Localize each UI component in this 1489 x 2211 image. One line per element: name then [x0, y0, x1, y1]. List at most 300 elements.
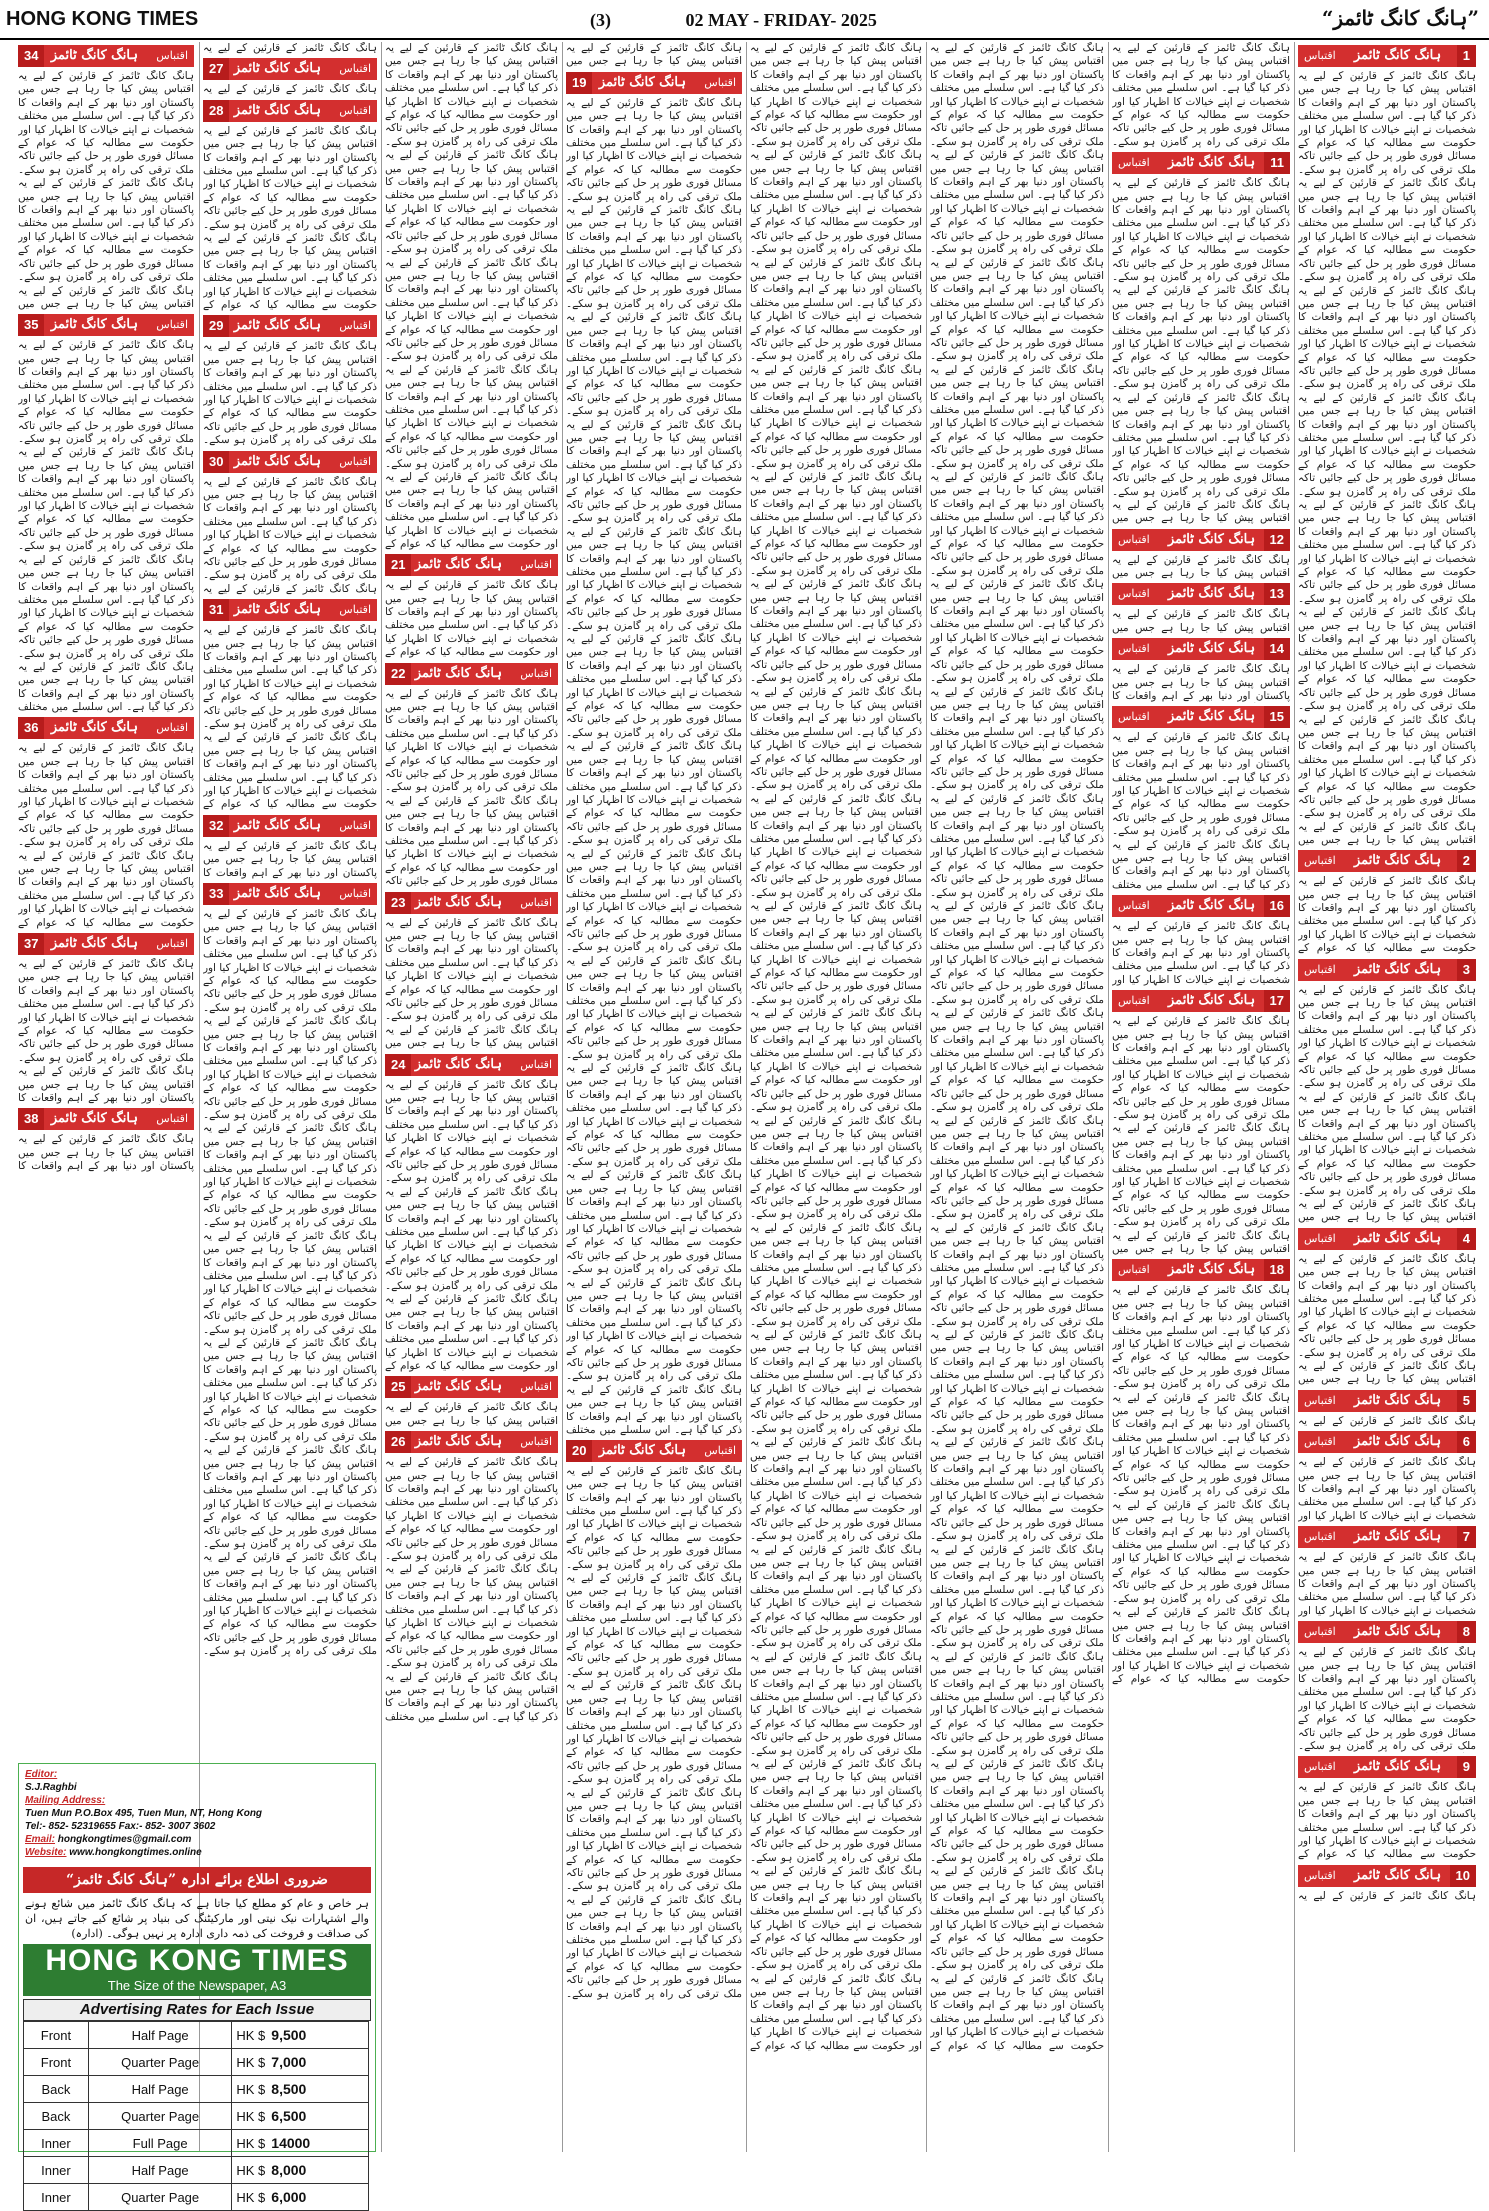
article-section — [385, 42, 558, 551]
section-number: 11 — [1264, 152, 1290, 174]
article-section — [1298, 1621, 1476, 1753]
column-5 — [566, 42, 742, 2152]
section-brand: ہانگ کانگ ٹائمز — [233, 318, 321, 334]
article-text: ہانگ کانگ ٹائمز کے قارئین کے لیے یہ اقتباس پیش کیا جا رہا ہے جس میں پاکستان اور دنیا بھر کے اہم واقعات کا ذکر کیا گیا ہے۔ اس سلسلے میں مختلف شخصیات نے اپنے خیالات کا اظہار کیا اور — [1298, 1551, 1476, 1617]
column-divider — [926, 42, 927, 2152]
section-header — [1298, 1390, 1476, 1412]
article-section — [566, 1440, 742, 2001]
section-tag: اقتباس — [1118, 899, 1150, 913]
article-text: ہانگ کانگ ٹائمز کے قارئین کے لیے یہ اقتباس پیش کیا جا رہا ہے جس میں پاکستان اور دنیا بھر کے اہم واقعات کا ذکر کیا گیا ہے۔ اس سلسلے میں مختلف شخصیات نے اپنے خیالات کا اظہار کیا اور حکومت سے مطالبہ کیا کہ عوام کے مسائل فوری طور پر حل کیے جائیں تاکہ ملک ترقی کی راہ پر گامزن ہو سکے۔ ہانگ کانگ ٹائمز کے قارئین کے لیے یہ اقتباس پیش کیا جا رہا ہے جس میں پاکستان اور دنیا بھر کے اہم واقعات کا ذکر کیا گیا ہے۔ اس سلسلے میں مختلف شخصیات نے اپنے خیالات کا اظہار کیا اور حکومت سے مطالبہ کیا کہ عوام کے — [203, 624, 377, 811]
section-number: 9 — [1457, 1756, 1476, 1778]
section-number: 16 — [1264, 895, 1290, 917]
rate-size: Half Page — [88, 2157, 232, 2184]
section-number: 25 — [385, 1376, 411, 1398]
masthead-title: HONG KONG TIMES — [6, 8, 199, 30]
rate-amount: 6,000 — [271, 2189, 307, 2205]
section-number: 18 — [1264, 1259, 1290, 1281]
rate-size: Half Page — [88, 2022, 232, 2049]
section-number: 20 — [566, 1440, 592, 1462]
section-number: 5 — [1457, 1390, 1476, 1412]
article-section — [750, 42, 922, 2052]
article-section — [385, 892, 558, 1051]
brand-subtitle: The Size of the Newspaper, A3 — [107, 1978, 287, 1993]
article-text: ہانگ کانگ ٹائمز کے قارئین کے لیے یہ — [1298, 1414, 1476, 1427]
rate-row — [24, 2157, 369, 2184]
section-number: 27 — [203, 58, 229, 80]
section-tag: اقتباس — [520, 666, 552, 680]
rates-title: Advertising Rates for Each Issue — [23, 1999, 371, 2021]
article-section — [385, 1431, 558, 1724]
rates-table — [23, 2021, 369, 2211]
section-brand: ہانگ کانگ ٹائمز — [233, 102, 321, 118]
rate-placement: Back — [24, 2103, 89, 2130]
section-header — [203, 883, 377, 905]
article-section — [203, 42, 377, 55]
article-text: ہانگ کانگ ٹائمز کے قارئین کے لیے یہ اقتباس پیش کیا جا رہا ہے جس میں پاکستان اور دنیا بھر کے اہم واقعات کا ذکر کیا گیا ہے۔ اس سلسلے میں مختلف شخصیات نے اپنے خیالات کا اظہار کیا اور حکومت سے مطالبہ کیا کہ عوام کے مسائل فوری طور پر حل کیے جائیں تاکہ ملک ترقی کی راہ پر گامزن ہو سکے۔ ہانگ کانگ ٹائمز کے قارئین کے لیے یہ اقتباس پیش کیا جا رہا ہے جس میں پاکستان اور دنیا بھر کے اہم واقعات کا ذکر کیا گیا ہے۔ اس سلسلے میں مختلف شخصیات نے اپنے خیالات کا اظہار کیا اور حکومت سے مطالبہ کیا کہ عوام کے مسائل فوری طور پر حل کیے جائیں تاکہ — [385, 687, 558, 888]
section-number: 3 — [1457, 959, 1476, 981]
column-3 — [930, 42, 1104, 2152]
section-tag: اقتباس — [520, 1380, 552, 1394]
section-brand: ہانگ کانگ ٹائمز — [414, 1379, 502, 1395]
section-header — [385, 554, 558, 576]
rate-price-cell — [232, 2049, 369, 2076]
rate-size: Quarter Page — [88, 2049, 232, 2076]
section-number: 10 — [1450, 1865, 1476, 1887]
masthead-rule — [0, 38, 1489, 40]
article-text: ہانگ کانگ ٹائمز کے قارئین کے لیے یہ اقتباس پیش کیا جا رہا ہے جس میں پاکستان اور دنیا بھر کے اہم واقعات کا ذکر کیا گیا ہے۔ اس سلسلے میں مختلف شخصیات نے اپنے خیالات کا اظہار کیا اور حکومت سے مطالبہ کیا کہ عوام کے مسائل فوری طور پر حل کیے جائیں تاکہ ملک ترقی کی راہ پر گامزن ہو سکے۔ ہانگ کانگ ٹائمز کے قارئین کے لیے یہ اقتباس پیش کیا جا رہا ہے جس میں پاکستان اور دنیا بھر کے اہم واقعات کا ذکر کیا گیا ہے۔ اس سلسلے میں مختلف شخصیات نے اپنے خیالات کا اظہار کیا اور حکومت سے مطالبہ کیا کہ عوام کے مسائل فوری طور پر حل کیے جائیں تاکہ ملک ترقی کی راہ پر گامزن ہو سکے۔ ہانگ کانگ ٹائمز کے قارئین کے لیے یہ اقتباس پیش کیا جا رہا ہے جس میں پاکستان اور دنیا بھر کے اہم واقعات کا ذکر کیا گیا ہے۔ اس سلسلے میں مختلف شخصیات نے اپنے خیالات کا اظہار کیا اور حکومت سے مطالبہ کیا کہ عوام کے مسائل فوری طور پر حل کیے جائیں تاکہ ملک ترقی کی راہ پر گامزن ہو سکے۔ ہانگ کانگ ٹائمز کے قارئین کے لیے یہ اقتباس پیش کیا جا رہا ہے جس میں — [1112, 177, 1290, 525]
website-link[interactable]: www.hongkongtimes.online — [69, 1847, 202, 1858]
section-header — [18, 717, 194, 739]
section-tag: اقتباس — [1118, 587, 1150, 601]
rate-currency: HK $ — [236, 2109, 266, 2124]
section-number: 26 — [385, 1431, 411, 1453]
rate-price-cell — [232, 2157, 369, 2184]
article-section — [203, 315, 377, 447]
section-number: 6 — [1457, 1431, 1476, 1453]
section-tag: اقتباس — [156, 721, 188, 735]
masthead — [0, 0, 1489, 40]
article-text: ہانگ کانگ ٹائمز کے قارئین کے لیے یہ اقتباس پیش کیا جا رہا ہے جس میں پاکستان اور دنیا بھر کے اہم واقعات کا ذکر کیا گیا ہے۔ اس سلسلے میں مختلف شخصیات نے اپنے خیالات کا اظہار کیا اور حکومت سے مطالبہ کیا کہ عوام کے مسائل فوری طور پر حل کیے جائیں تاکہ ملک ترقی کی راہ پر گامزن ہو سکے۔ ہانگ کانگ ٹائمز کے قارئین کے لیے یہ اقتباس پیش کیا جا رہا ہے جس میں پاکستان اور دنیا بھر کے اہم واقعات کا ذکر کیا گیا ہے۔ اس سلسلے میں مختلف شخصیات نے اپنے خیالات کا اظہار کیا اور حکومت سے مطالبہ کیا کہ عوام کے — [18, 742, 194, 929]
masthead-urdu-title: ”ہانگ کانگ ٹائمز“ — [1321, 6, 1479, 30]
section-tag: اقتباس — [1304, 854, 1336, 868]
section-tag: اقتباس — [339, 454, 371, 468]
email-link[interactable]: hongkongtimes@gmail.com — [57, 1834, 192, 1845]
article-text: ہانگ کانگ ٹائمز کے قارئین کے لیے یہ اقتباس پیش کیا جا رہا ہے جس میں پاکستان اور دنیا بھر کے اہم واقعات کا ذکر کیا گیا ہے۔ اس سلسلے میں مختلف شخصیات نے اپنے خیالات کا اظہار کیا اور حکومت سے مطالبہ کیا کہ عوام کے مسائل فوری طور پر حل کیے جائیں تاکہ ملک ترقی کی راہ پر گامزن ہو سکے۔ ہانگ کانگ ٹائمز کے قارئین کے لیے یہ اقتباس پیش کیا جا رہا ہے جس میں — [385, 916, 558, 1050]
column-divider — [1294, 42, 1295, 2152]
article-section — [1298, 1526, 1476, 1618]
article-text: ہانگ کانگ ٹائمز کے قارئین کے لیے یہ اقتباس پیش کیا جا رہا ہے جس میں پاکستان اور دنیا بھر کے اہم واقعات کا ذکر کیا گیا ہے۔ اس سلسلے میں مختلف شخصیات نے اپنے خیالات کا اظہار کیا اور حکومت سے مطالبہ کیا کہ عوام کے مسائل فوری طور پر حل کیے جائیں تاکہ ملک ترقی کی راہ پر گامزن ہو سکے۔ ہانگ کانگ ٹائمز کے قارئین کے لیے یہ اقتباس پیش کیا جا رہا ہے جس میں پاکستان اور دنیا بھر کے اہم واقعات کا ذکر کیا گیا ہے۔ اس سلسلے میں مختلف — [1112, 731, 1290, 891]
section-number: 7 — [1457, 1526, 1476, 1548]
section-header — [1298, 1431, 1476, 1453]
section-brand: ہانگ کانگ ٹائمز — [1354, 1529, 1442, 1545]
article-text: ہانگ کانگ ٹائمز کے قارئین کے لیے یہ اقتباس پیش کیا جا رہا ہے جس میں پاکستان اور دنیا بھر کے اہم واقعات کا ذکر کیا گیا ہے۔ اس سلسلے میں مختلف شخصیات نے اپنے خیالات کا اظہار کیا اور حکومت سے مطالبہ کیا کہ عوام کے مسائل فوری طور پر حل کیے جائیں تاکہ ملک ترقی کی راہ پر گامزن ہو سکے۔ ہانگ کانگ ٹائمز کے قارئین کے لیے یہ اقتباس پیش کیا جا رہا ہے جس میں پاکستان اور دنیا بھر کے اہم واقعات کا ذکر کیا گیا ہے۔ اس سلسلے میں مختلف شخصیات نے اپنے خیالات کا اظہار کیا اور حکومت سے مطالبہ کیا کہ عوام کے مسائل فوری طور پر حل کیے جائیں تاکہ ملک ترقی کی راہ پر گامزن ہو سکے۔ ہانگ کانگ ٹائمز کے قارئین کے لیے یہ اقتباس پیش کیا جا رہا ہے جس میں پاکستان اور دنیا بھر کے اہم واقعات کا ذکر کیا گیا ہے۔ اس سلسلے میں مختلف شخصیات نے اپنے خیالات کا اظہار کیا اور حکومت سے مطالبہ کیا کہ عوام کے مسائل فوری طور پر حل کیے جائیں تاکہ ملک ترقی کی راہ پر گامزن ہو سکے۔ ہانگ کانگ ٹائمز کے قارئین کے لیے یہ اقتباس پیش کیا جا رہا ہے جس میں پاکستان اور دنیا بھر کے اہم واقعات کا ذکر کیا گیا ہے۔ اس سلسلے میں مختلف — [18, 339, 194, 714]
section-tag: اقتباس — [1304, 1393, 1336, 1407]
section-tag: اقتباس — [520, 895, 552, 909]
rate-price-cell — [232, 2130, 369, 2157]
section-header — [1298, 850, 1476, 872]
editor-name: S.J.Raghbi — [25, 1782, 77, 1793]
section-tag: اقتباس — [1304, 1868, 1336, 1882]
section-tag: اقتباس — [1304, 1530, 1336, 1544]
article-section — [1298, 1431, 1476, 1523]
section-brand: ہانگ کانگ ٹائمز — [414, 665, 502, 681]
section-header — [385, 1431, 558, 1453]
article-section — [203, 599, 377, 812]
article-section — [930, 42, 1104, 2052]
section-number: 8 — [1457, 1621, 1476, 1643]
section-number: 1 — [1457, 45, 1476, 67]
section-number: 33 — [203, 883, 229, 905]
section-header — [566, 72, 742, 94]
section-brand: ہانگ کانگ ٹائمز — [598, 1442, 686, 1458]
section-header — [1298, 45, 1476, 67]
section-header — [1112, 990, 1290, 1012]
rate-row — [24, 2130, 369, 2157]
article-text: ہانگ کانگ ٹائمز کے قارئین کے لیے یہ اقتباس پیش کیا جا رہا ہے جس میں — [566, 42, 742, 68]
section-header — [1298, 1865, 1476, 1887]
section-brand: ہانگ کانگ ٹائمز — [1168, 531, 1256, 547]
column-2 — [1112, 42, 1290, 2152]
section-header — [1112, 152, 1290, 174]
rate-size: Full Page — [88, 2130, 232, 2157]
section-tag: اقتباس — [1304, 1435, 1336, 1449]
article-section — [1112, 42, 1290, 149]
section-tag: اقتباس — [1118, 156, 1150, 170]
section-header — [1112, 1259, 1290, 1281]
article-text: ہانگ کانگ ٹائمز کے قارئین کے لیے یہ اقتباس پیش کیا جا رہا ہے جس میں پاکستان اور دنیا بھر کے اہم واقعات کا ذکر کیا گیا ہے۔ اس سلسلے میں مختلف شخصیات نے اپنے خیالات کا اظہار کیا اور حکومت سے مطالبہ کیا کہ عوام کے مسائل فوری طور پر حل کیے جائیں تاکہ ملک ترقی کی راہ پر گامزن ہو سکے۔ ہانگ کانگ ٹائمز کے قارئین کے لیے یہ اقتباس پیش کیا جا رہا ہے جس میں پاکستان اور دنیا بھر کے اہم واقعات کا ذکر کیا گیا ہے۔ اس سلسلے میں مختلف شخصیات نے اپنے خیالات کا اظہار کیا اور حکومت سے مطالبہ کیا کہ عوام کے مسائل فوری طور پر حل کیے جائیں تاکہ ملک ترقی کی راہ پر گامزن ہو سکے۔ ہانگ کانگ ٹائمز کے قارئین کے لیے یہ اقتباس پیش کیا جا رہا ہے جس میں پاکستان اور دنیا بھر کے اہم واقعات کا ذکر کیا گیا ہے۔ اس سلسلے میں مختلف شخصیات نے اپنے خیالات کا اظہار کیا اور حکومت سے مطالبہ کیا کہ عوام کے مسائل فوری طور پر حل کیے جائیں تاکہ ملک ترقی کی راہ پر گامزن ہو سکے۔ ہانگ کانگ ٹائمز کے قارئین کے لیے یہ اقتباس پیش کیا جا رہا ہے جس میں پاکستان اور دنیا بھر کے اہم واقعات کا ذکر کیا گیا ہے۔ اس سلسلے میں مختلف شخصیات نے اپنے خیالات کا اظہار کیا اور حکومت سے مطالبہ کیا کہ عوام کے مسائل فوری طور پر حل کیے جائیں تاکہ ملک ترقی کی راہ پر گامزن ہو سکے۔ ہانگ کانگ ٹائمز کے قارئین کے لیے یہ اقتباس پیش کیا جا رہا ہے جس میں پاکستان اور دنیا بھر کے اہم واقعات کا ذکر کیا گیا ہے۔ اس سلسلے میں مختلف شخصیات نے اپنے خیالات کا اظہار کیا اور حکومت سے مطالبہ کیا کہ عوام کے مسائل فوری طور پر حل کیے جائیں تاکہ ملک ترقی کی راہ پر گامزن ہو سکے۔ ہانگ کانگ ٹائمز کے قارئین کے لیے یہ اقتباس پیش کیا جا رہا ہے جس میں پاکستان اور دنیا بھر کے اہم واقعات کا ذکر کیا گیا ہے۔ اس سلسلے میں مختلف شخصیات نے اپنے خیالات کا اظہار کیا اور حکومت سے مطالبہ کیا کہ عوام کے مسائل فوری طور پر حل کیے جائیں تاکہ ملک ترقی کی راہ پر گامزن ہو سکے۔ ہانگ کانگ ٹائمز کے قارئین کے لیے یہ اقتباس پیش کیا جا رہا ہے جس میں پاکستان اور دنیا بھر کے اہم واقعات کا ذکر کیا گیا ہے۔ اس سلسلے میں مختلف شخصیات نے اپنے خیالات کا اظہار کیا اور حکومت سے مطالبہ کیا کہ عوام کے مسائل فوری طور پر حل کیے جائیں تاکہ ملک ترقی کی راہ پر گامزن ہو سکے۔ ہانگ کانگ ٹائمز کے قارئین کے لیے یہ اقتباس پیش کیا جا رہا ہے جس میں — [1298, 70, 1476, 847]
article-text: ہانگ کانگ ٹائمز کے قارئین کے لیے یہ اقتباس پیش کیا جا رہا ہے جس میں — [385, 1401, 558, 1427]
email-label: Email: — [25, 1834, 56, 1845]
section-brand: ہانگ کانگ ٹائمز — [414, 1434, 502, 1450]
article-section — [385, 663, 558, 889]
section-tag: اقتباس — [1304, 1625, 1336, 1639]
rate-currency: HK $ — [236, 2163, 266, 2178]
notice-text: ہر خاص و عام کو مطلع کیا جاتا ہے کہ ہانگ کانگ ٹائمز میں شائع ہونے والے اشتہارات نیک نیتی اور مارکیٹنگ کی بنیاد پر شائع کیے جاتے ہیں، ان کی صداقت و فروخت کی ذمہ داری ادارہ پر نہیں ہوگی۔ (ادارہ) — [25, 1897, 369, 1940]
section-brand: ہانگ کانگ ٹائمز — [233, 453, 321, 469]
section-header — [1298, 1526, 1476, 1548]
article-section — [1298, 1390, 1476, 1428]
section-brand: ہانگ کانگ ٹائمز — [414, 1056, 502, 1072]
article-text: ہانگ کانگ ٹائمز کے قارئین کے لیے یہ اقتباس پیش کیا جا رہا ہے جس میں پاکستان اور دنیا بھر کے اہم واقعات کا ذکر کیا گیا ہے۔ اس سلسلے میں مختلف شخصیات نے اپنے خیالات کا اظہار کیا اور حکومت سے مطالبہ کیا کہ عوام کے مسائل فوری طور پر حل کیے جائیں تاکہ ملک ترقی کی راہ پر گامزن ہو سکے۔ ہانگ کانگ ٹائمز کے قارئین کے لیے یہ اقتباس پیش کیا جا رہا ہے جس میں پاکستان اور دنیا بھر کے اہم واقعات کا ذکر کیا گیا ہے۔ اس سلسلے میں مختلف شخصیات نے اپنے خیالات کا اظہار کیا اور حکومت سے مطالبہ کیا کہ عوام کے مسائل فوری طور پر حل کیے جائیں تاکہ ملک ترقی کی راہ پر گامزن ہو سکے۔ ہانگ کانگ ٹائمز کے قارئین کے لیے یہ اقتباس پیش کیا جا رہا ہے جس میں پاکستان اور دنیا بھر کے اہم واقعات کا ذکر کیا گیا ہے۔ اس سلسلے میں مختلف شخصیات نے اپنے خیالات کا اظہار کیا اور حکومت سے مطالبہ کیا کہ عوام کے مسائل فوری طور پر حل کیے جائیں تاکہ ملک ترقی کی راہ پر گامزن ہو سکے۔ ہانگ کانگ ٹائمز کے قارئین کے لیے یہ اقتباس پیش کیا جا رہا ہے جس میں پاکستان اور دنیا بھر کے اہم واقعات کا ذکر کیا گیا ہے۔ اس سلسلے میں مختلف شخصیات نے اپنے خیالات کا اظہار کیا اور حکومت سے مطالبہ کیا کہ عوام کے مسائل فوری طور پر حل کیے جائیں تاکہ ملک ترقی کی راہ پر گامزن ہو سکے۔ ہانگ کانگ ٹائمز کے قارئین کے لیے یہ اقتباس پیش کیا جا رہا ہے جس میں پاکستان اور دنیا بھر کے اہم واقعات کا ذکر کیا گیا ہے۔ اس سلسلے میں مختلف شخصیات نے اپنے خیالات کا اظہار کیا اور حکومت سے مطالبہ کیا کہ عوام کے مسائل فوری طور پر حل کیے جائیں تاکہ ملک ترقی کی راہ پر گامزن ہو سکے۔ ہانگ کانگ ٹائمز کے قارئین کے لیے یہ اقتباس پیش کیا جا رہا ہے جس میں پاکستان اور دنیا بھر کے اہم واقعات کا ذکر کیا گیا ہے۔ اس سلسلے میں مختلف شخصیات نے اپنے خیالات کا اظہار کیا اور حکومت سے مطالبہ کیا کہ عوام کے مسائل فوری طور پر حل کیے جائیں تاکہ ملک ترقی کی راہ پر گامزن ہو سکے۔ ہانگ کانگ ٹائمز کے قارئین کے لیے یہ اقتباس پیش کیا جا رہا ہے جس میں پاکستان اور دنیا بھر کے اہم واقعات کا ذکر کیا گیا ہے۔ اس سلسلے میں مختلف شخصیات نے اپنے خیالات کا اظہار کیا اور حکومت سے مطالبہ کیا کہ عوام کے مسائل فوری طور پر حل کیے جائیں تاکہ ملک ترقی کی راہ پر گامزن ہو سکے۔ — [203, 907, 377, 1658]
article-text: ہانگ کانگ ٹائمز کے قارئین کے لیے یہ — [203, 42, 377, 54]
article-text: ہانگ کانگ ٹائمز کے قارئین کے لیے یہ اقتباس پیش کیا جا رہا ہے جس میں پاکستان اور دنیا بھر کے اہم واقعات کا ذکر کیا گیا ہے۔ اس سلسلے میں مختلف شخصیات نے اپنے خیالات کا اظہار کیا اور حکومت سے مطالبہ کیا کہ عوام کے مسائل فوری طور پر حل کیے جائیں تاکہ ملک ترقی کی راہ پر گامزن ہو سکے۔ ہانگ کانگ ٹائمز کے قارئین کے لیے یہ اقتباس پیش کیا جا رہا ہے جس میں پاکستان اور دنیا بھر کے اہم واقعات کا ذکر کیا گیا ہے۔ اس سلسلے میں مختلف شخصیات نے اپنے خیالات کا اظہار کیا اور حکومت سے مطالبہ کیا کہ عوام کے مسائل فوری طور پر حل کیے جائیں تاکہ ملک ترقی کی راہ پر گامزن ہو سکے۔ ہانگ کانگ ٹائمز کے قارئین کے لیے یہ اقتباس پیش کیا جا رہا ہے جس میں — [18, 70, 194, 310]
section-brand: ہانگ کانگ ٹائمز — [1354, 853, 1442, 869]
article-text: ہانگ کانگ ٹائمز کے قارئین کے لیے یہ اقتباس پیش کیا جا رہا ہے جس میں — [1112, 608, 1290, 634]
article-section — [203, 100, 377, 313]
section-number: 29 — [203, 315, 229, 337]
section-number: 35 — [18, 314, 44, 336]
section-number: 38 — [18, 1108, 44, 1130]
section-header — [203, 599, 377, 621]
section-brand: ہانگ کانگ ٹائمز — [50, 1111, 138, 1127]
rate-price-cell — [232, 2184, 369, 2211]
section-number: 28 — [203, 100, 229, 122]
section-header — [1298, 1228, 1476, 1250]
section-header — [1298, 1621, 1476, 1643]
article-section — [18, 933, 194, 1105]
section-number: 37 — [18, 933, 44, 955]
section-tag: اقتباس — [1118, 994, 1150, 1008]
article-section — [1298, 1865, 1476, 1903]
section-brand: ہانگ کانگ ٹائمز — [50, 317, 138, 333]
section-header — [385, 1054, 558, 1076]
section-brand: ہانگ کانگ ٹائمز — [233, 602, 321, 618]
section-tag: اقتباس — [520, 558, 552, 572]
article-section — [203, 58, 377, 96]
rate-amount: 7,000 — [271, 2054, 307, 2070]
rate-price-cell — [232, 2022, 369, 2049]
section-number: 13 — [1264, 583, 1290, 605]
article-text: ہانگ کانگ ٹائمز کے قارئین کے لیے یہ اقتباس پیش کیا جا رہا ہے جس میں پاکستان اور دنیا بھر کے اہم واقعات کا — [203, 839, 377, 879]
section-number: 14 — [1264, 638, 1290, 660]
section-brand: ہانگ کانگ ٹائمز — [1354, 1434, 1442, 1450]
rate-amount: 9,500 — [271, 2027, 307, 2043]
section-number: 36 — [18, 717, 44, 739]
section-tag: اقتباس — [339, 603, 371, 617]
article-section — [566, 72, 742, 1437]
column-1 — [1298, 42, 1476, 2152]
section-tag: اقتباس — [1118, 642, 1150, 656]
rate-amount: 14000 — [271, 2135, 311, 2151]
section-number: 30 — [203, 451, 229, 473]
brand-block — [23, 1944, 371, 1996]
section-tag: اقتباس — [1304, 1231, 1336, 1245]
section-tag: اقتباس — [339, 62, 371, 76]
section-brand: ہانگ کانگ ٹائمز — [1354, 48, 1442, 63]
section-tag: اقتباس — [1118, 532, 1150, 546]
section-number: 4 — [1457, 1228, 1476, 1250]
section-tag: اقتباس — [1118, 710, 1150, 724]
section-header — [18, 45, 194, 67]
rate-placement: Inner — [24, 2157, 89, 2184]
article-text: ہانگ کانگ ٹائمز کے قارئین کے لیے یہ اقتباس پیش کیا جا رہا ہے جس میں پاکستان اور دنیا بھر کے اہم واقعات کا ذکر کیا گیا ہے۔ اس سلسلے میں مختلف شخصیات نے اپنے خیالات کا اظہار کیا اور حکومت سے مطالبہ کیا کہ عوام کے مسائل فوری طور پر حل کیے جائیں تاکہ ملک ترقی کی راہ پر گامزن ہو سکے۔ ہانگ کانگ ٹائمز کے قارئین کے لیے یہ اقتباس پیش کیا جا رہا ہے جس میں پاکستان اور دنیا بھر کے اہم واقعات کا ذکر کیا گیا ہے۔ اس سلسلے میں مختلف شخصیات نے اپنے خیالات کا اظہار کیا اور حکومت سے مطالبہ کیا کہ عوام کے مسائل فوری طور پر حل کیے جائیں تاکہ ملک ترقی کی راہ پر گامزن ہو سکے۔ ہانگ کانگ ٹائمز کے قارئین کے لیے یہ اقتباس پیش کیا جا رہا ہے جس میں — [1298, 983, 1476, 1224]
article-section — [385, 1054, 558, 1374]
article-section — [1112, 1259, 1290, 1686]
section-brand: ہانگ کانگ ٹائمز — [50, 935, 138, 951]
article-section — [203, 451, 377, 597]
article-text: ہانگ کانگ ٹائمز کے قارئین کے لیے یہ اقتباس پیش کیا جا رہا ہے جس میں پاکستان اور دنیا بھر کے اہم واقعات کا ذکر کیا گیا ہے۔ اس سلسلے میں مختلف شخصیات نے اپنے خیالات کا اظہار کیا اور حکومت سے مطالبہ کیا کہ عوام کے — [1298, 875, 1476, 955]
masthead-date-line — [590, 10, 877, 31]
section-brand: ہانگ کانگ ٹائمز — [233, 61, 321, 77]
article-text: ہانگ کانگ ٹائمز کے قارئین کے لیے یہ اقتباس پیش کیا جا رہا ہے جس میں پاکستان اور دنیا بھر کے اہم واقعات کا ذکر کیا گیا ہے۔ اس سلسلے میں مختلف شخصیات نے اپنے خیالات کا اظہار کیا اور — [1112, 920, 1290, 986]
section-header — [1112, 895, 1290, 917]
section-tag: اقتباس — [339, 103, 371, 117]
rate-currency: HK $ — [236, 2082, 266, 2097]
section-number: 21 — [385, 554, 411, 576]
mailing-address: Tuen Mun P.O.Box 495, Tuen Mun, NT, Hong Kong — [25, 1808, 263, 1819]
section-number: 22 — [385, 663, 411, 685]
section-number: 23 — [385, 892, 411, 914]
issue-date: 02 MAY - FRIDAY- 2025 — [685, 10, 877, 30]
section-tag: اقتباس — [339, 886, 371, 900]
section-header — [203, 815, 377, 837]
article-section — [203, 883, 377, 1658]
section-header — [1112, 529, 1290, 551]
article-text: ہانگ کانگ ٹائمز کے قارئین کے لیے یہ اقتباس پیش کیا جا رہا ہے جس میں پاکستان اور دنیا بھر کے اہم واقعات کا ذکر کیا گیا ہے۔ اس سلسلے میں مختلف شخصیات نے اپنے خیالات کا اظہار کیا اور حکومت سے مطالبہ کیا کہ عوام کے مسائل فوری طور پر حل کیے جائیں تاکہ ملک ترقی کی راہ پر گامزن ہو سکے۔ ہانگ کانگ ٹائمز کے قارئین کے لیے یہ اقتباس پیش کیا جا رہا ہے جس میں پاکستان اور دنیا بھر کے اہم واقعات کا ذکر کیا گیا ہے۔ اس سلسلے میں مختلف شخصیات نے اپنے خیالات کا اظہار کیا اور حکومت سے مطالبہ کیا کہ عوام کے مسائل فوری طور پر حل کیے جائیں تاکہ ملک ترقی کی راہ پر گامزن ہو سکے۔ ہانگ کانگ ٹائمز کے قارئین کے لیے یہ اقتباس پیش کیا جا رہا ہے جس میں پاکستان اور دنیا بھر کے اہم واقعات کا ذکر کیا گیا ہے۔ اس سلسلے میں مختلف شخصیات نے اپنے خیالات کا اظہار کیا اور حکومت سے مطالبہ کیا کہ عوام کے مسائل فوری طور پر حل کیے جائیں تاکہ ملک ترقی کی راہ پر گامزن ہو سکے۔ ہانگ کانگ ٹائمز کے قارئین کے لیے یہ اقتباس پیش کیا جا رہا ہے جس میں پاکستان اور دنیا بھر کے اہم واقعات کا ذکر کیا گیا ہے۔ اس سلسلے میں مختلف شخصیات نے اپنے خیالات کا اظہار کیا اور حکومت سے مطالبہ کیا کہ عوام کے مسائل فوری طور پر حل کیے جائیں تاکہ ملک ترقی کی راہ پر گامزن ہو سکے۔ ہانگ کانگ ٹائمز کے قارئین کے لیے یہ اقتباس پیش کیا جا رہا ہے جس میں پاکستان اور دنیا بھر کے اہم واقعات کا ذکر کیا گیا ہے۔ اس سلسلے میں مختلف شخصیات نے اپنے خیالات کا اظہار کیا اور حکومت سے مطالبہ کیا کہ عوام کے مسائل فوری طور پر حل کیے جائیں تاکہ ملک ترقی کی راہ پر گامزن ہو سکے۔ ہانگ کانگ ٹائمز کے قارئین کے لیے یہ اقتباس پیش کیا جا رہا ہے جس میں پاکستان اور دنیا بھر کے اہم واقعات کا ذکر کیا گیا ہے۔ اس سلسلے میں مختلف شخصیات نے اپنے خیالات کا اظہار کیا اور حکومت سے مطالبہ کیا کہ عوام کے مسائل فوری طور پر حل کیے جائیں تاکہ ملک ترقی کی راہ پر گامزن ہو سکے۔ ہانگ کانگ ٹائمز کے قارئین کے لیے یہ اقتباس پیش کیا جا رہا ہے جس میں پاکستان اور دنیا بھر کے اہم واقعات کا ذکر کیا گیا ہے۔ اس سلسلے میں مختلف شخصیات نے اپنے خیالات کا اظہار کیا اور حکومت سے مطالبہ کیا کہ عوام کے مسائل فوری طور پر حل کیے جائیں تاکہ ملک ترقی کی راہ پر گامزن ہو سکے۔ ہانگ کانگ ٹائمز کے قارئین کے لیے یہ اقتباس پیش کیا جا رہا ہے جس میں پاکستان اور دنیا بھر کے اہم واقعات کا ذکر کیا گیا ہے۔ اس سلسلے میں مختلف شخصیات نے اپنے خیالات کا اظہار کیا اور حکومت سے مطالبہ کیا کہ عوام کے مسائل فوری طور پر حل کیے جائیں تاکہ ملک ترقی کی راہ پر گامزن ہو سکے۔ ہانگ کانگ ٹائمز کے قارئین کے لیے یہ اقتباس پیش کیا جا رہا ہے جس میں پاکستان اور دنیا بھر کے اہم واقعات کا ذکر کیا گیا ہے۔ اس سلسلے میں مختلف شخصیات نے اپنے خیالات کا اظہار کیا اور حکومت سے مطالبہ کیا کہ عوام کے مسائل فوری طور پر حل کیے جائیں تاکہ ملک ترقی کی راہ پر گامزن ہو سکے۔ ہانگ کانگ ٹائمز کے قارئین کے لیے یہ اقتباس پیش کیا جا رہا ہے جس میں پاکستان اور دنیا بھر کے اہم واقعات کا ذکر کیا گیا ہے۔ اس سلسلے میں مختلف شخصیات نے اپنے خیالات کا اظہار کیا اور حکومت سے مطالبہ کیا کہ عوام کے مسائل فوری طور پر حل کیے جائیں تاکہ ملک ترقی کی راہ پر گامزن ہو سکے۔ ہانگ کانگ ٹائمز کے قارئین کے لیے یہ اقتباس پیش کیا جا رہا ہے جس میں پاکستان اور دنیا بھر کے اہم واقعات کا ذکر کیا گیا ہے۔ اس سلسلے میں مختلف شخصیات نے اپنے خیالات کا اظہار کیا اور حکومت سے مطالبہ کیا کہ عوام کے مسائل فوری طور پر حل کیے جائیں تاکہ ملک ترقی کی راہ پر گامزن ہو سکے۔ ہانگ کانگ ٹائمز کے قارئین کے لیے یہ اقتباس پیش کیا جا رہا ہے جس میں پاکستان اور دنیا بھر کے اہم واقعات کا ذکر کیا گیا ہے۔ اس سلسلے میں مختلف شخصیات نے اپنے خیالات کا اظہار کیا اور حکومت سے مطالبہ کیا کہ عوام کے مسائل فوری طور پر حل کیے جائیں تاکہ ملک ترقی کی راہ پر گامزن ہو سکے۔ ہانگ کانگ ٹائمز کے قارئین کے لیے یہ اقتباس پیش کیا جا رہا ہے جس میں پاکستان اور دنیا بھر کے اہم واقعات کا ذکر کیا گیا ہے۔ اس سلسلے میں مختلف — [566, 96, 742, 1437]
rate-price-cell — [232, 2076, 369, 2103]
section-tag: اقتباس — [1304, 1760, 1336, 1774]
article-section — [1112, 583, 1290, 635]
section-tag: اقتباس — [520, 1435, 552, 1449]
section-brand: ہانگ کانگ ٹائمز — [1168, 898, 1256, 914]
column-divider — [562, 42, 563, 2152]
section-brand: ہانگ کانگ ٹائمز — [233, 817, 321, 833]
section-brand: ہانگ کانگ ٹائمز — [1168, 709, 1256, 725]
section-tag: اقتباس — [704, 75, 736, 89]
column-divider — [381, 42, 382, 2152]
brand-name: HONG KONG TIMES — [45, 1944, 349, 1977]
section-tag: اقتباس — [156, 936, 188, 950]
article-text: ہانگ کانگ ٹائمز کے قارئین کے لیے یہ اقتباس پیش کیا جا رہا ہے جس میں — [1112, 553, 1290, 579]
article-text: ہانگ کانگ ٹائمز کے قارئین کے لیے یہ اقتباس پیش کیا جا رہا ہے جس میں پاکستان اور دنیا بھر کے اہم واقعات کا ذکر کیا گیا ہے۔ اس سلسلے میں مختلف شخصیات نے اپنے خیالات کا اظہار کیا اور — [1298, 1456, 1476, 1522]
phone-fax: Tel:- 852- 52319655 Fax:- 852- 3007 3602 — [25, 1821, 216, 1832]
article-section — [1112, 895, 1290, 987]
section-number: 12 — [1264, 529, 1290, 551]
rate-placement: Front — [24, 2022, 89, 2049]
section-tag: اقتباس — [156, 49, 188, 62]
column-6 — [385, 42, 558, 2152]
page-number: (3) — [590, 10, 611, 30]
column-8 — [18, 42, 194, 1758]
article-section — [1298, 850, 1476, 955]
section-tag: اقتباس — [156, 1112, 188, 1126]
article-section — [18, 314, 194, 714]
article-section — [385, 1376, 558, 1428]
rate-size: Quarter Page — [88, 2103, 232, 2130]
rate-size: Half Page — [88, 2076, 232, 2103]
section-header — [1298, 1756, 1476, 1778]
section-brand: ہانگ کانگ ٹائمز — [1168, 155, 1256, 171]
section-brand: ہانگ کانگ ٹائمز — [1354, 961, 1442, 977]
article-section — [18, 1108, 194, 1173]
article-section — [1112, 638, 1290, 703]
rate-currency: HK $ — [236, 2136, 266, 2151]
section-tag: اقتباس — [339, 818, 371, 832]
rate-amount: 8,500 — [271, 2081, 307, 2097]
article-section — [1112, 706, 1290, 892]
article-section — [1298, 1756, 1476, 1861]
section-brand: ہانگ کانگ ٹائمز — [1354, 1230, 1442, 1246]
section-header — [1112, 583, 1290, 605]
section-header — [385, 663, 558, 685]
section-header — [203, 451, 377, 473]
rate-row — [24, 2076, 369, 2103]
article-text: ہانگ کانگ ٹائمز کے قارئین کے لیے یہ اقتباس پیش کیا جا رہا ہے جس میں پاکستان اور دنیا بھر کے اہم واقعات کا ذکر کیا گیا ہے۔ اس سلسلے میں مختلف شخصیات نے اپنے خیالات کا اظہار کیا اور حکومت سے مطالبہ کیا کہ عوام کے مسائل فوری طور پر حل کیے جائیں تاکہ ملک ترقی کی راہ پر گامزن ہو سکے۔ ہانگ کانگ ٹائمز کے قارئین کے لیے یہ اقتباس پیش کیا جا رہا ہے جس میں پاکستان اور دنیا بھر کے اہم واقعات کا ذکر کیا گیا ہے۔ اس سلسلے میں مختلف شخصیات نے اپنے خیالات کا اظہار کیا اور حکومت سے مطالبہ کیا کہ عوام کے مسائل فوری طور پر حل کیے جائیں تاکہ ملک ترقی کی راہ پر گامزن ہو سکے۔ ہانگ کانگ ٹائمز کے قارئین کے لیے یہ اقتباس پیش کیا جا رہا ہے جس میں پاکستان اور دنیا بھر کے اہم واقعات کا ذکر کیا گیا ہے۔ اس سلسلے میں مختلف شخصیات نے اپنے خیالات کا اظہار کیا اور حکومت سے مطالبہ کیا کہ عوام کے مسائل فوری طور پر حل کیے جائیں تاکہ ملک ترقی کی راہ پر گامزن ہو سکے۔ ہانگ کانگ ٹائمز کے قارئین کے لیے یہ اقتباس پیش کیا جا رہا ہے جس میں پاکستان اور دنیا بھر کے اہم واقعات کا ذکر کیا گیا ہے۔ اس سلسلے میں مختلف شخصیات نے اپنے خیالات کا اظہار کیا اور حکومت سے مطالبہ کیا کہ عوام کے مسائل فوری طور پر حل کیے جائیں تاکہ ملک ترقی کی راہ پر گامزن ہو سکے۔ ہانگ کانگ ٹائمز کے قارئین کے لیے یہ اقتباس پیش کیا جا رہا ہے جس میں پاکستان اور دنیا بھر کے اہم واقعات کا ذکر کیا گیا ہے۔ اس سلسلے میں مختلف شخصیات نے اپنے خیالات کا اظہار کیا اور حکومت سے مطالبہ کیا کہ عوام کے مسائل فوری طور پر حل کیے جائیں تاکہ ملک ترقی کی راہ پر گامزن ہو سکے۔ ہانگ کانگ ٹائمز کے قارئین کے لیے یہ اقتباس پیش کیا جا رہا ہے جس میں پاکستان اور دنیا بھر کے اہم واقعات کا ذکر کیا گیا ہے۔ اس سلسلے میں مختلف شخصیات نے اپنے خیالات کا اظہار کیا اور حکومت سے مطالبہ کیا کہ عوام کے مسائل فوری طور پر حل کیے جائیں تاکہ ملک ترقی کی راہ پر گامزن ہو سکے۔ ہانگ کانگ ٹائمز کے قارئین کے لیے یہ اقتباس پیش کیا جا رہا ہے جس میں پاکستان اور دنیا بھر کے اہم واقعات کا ذکر کیا گیا ہے۔ اس سلسلے میں مختلف شخصیات نے اپنے خیالات کا اظہار کیا اور حکومت سے مطالبہ کیا کہ عوام کے مسائل فوری طور پر حل کیے جائیں تاکہ ملک ترقی کی راہ پر گامزن ہو سکے۔ ہانگ کانگ ٹائمز کے قارئین کے لیے یہ اقتباس پیش کیا جا رہا ہے جس میں پاکستان اور دنیا بھر کے اہم واقعات کا ذکر کیا گیا ہے۔ اس سلسلے میں مختلف شخصیات نے اپنے خیالات کا اظہار کیا اور حکومت سے مطالبہ کیا کہ عوام کے مسائل فوری طور پر حل کیے جائیں تاکہ ملک ترقی کی راہ پر گامزن ہو سکے۔ ہانگ کانگ ٹائمز کے قارئین کے لیے یہ اقتباس پیش کیا جا رہا ہے جس میں پاکستان اور دنیا بھر کے اہم واقعات کا ذکر کیا گیا ہے۔ اس سلسلے میں مختلف شخصیات نے اپنے خیالات کا اظہار کیا اور حکومت سے مطالبہ کیا کہ عوام کے مسائل فوری طور پر حل کیے جائیں تاکہ ملک ترقی کی راہ پر گامزن ہو سکے۔ ہانگ کانگ ٹائمز کے قارئین کے لیے یہ اقتباس پیش کیا جا رہا ہے جس میں پاکستان اور دنیا بھر کے اہم واقعات کا ذکر کیا گیا ہے۔ اس سلسلے میں مختلف شخصیات نے اپنے خیالات کا اظہار کیا اور حکومت سے مطالبہ کیا کہ عوام کے مسائل فوری طور پر حل کیے جائیں تاکہ ملک ترقی کی راہ پر گامزن ہو سکے۔ ہانگ کانگ ٹائمز کے قارئین کے لیے یہ اقتباس پیش کیا جا رہا ہے جس میں پاکستان اور دنیا بھر کے اہم واقعات کا ذکر کیا گیا ہے۔ اس سلسلے میں مختلف شخصیات نے اپنے خیالات کا اظہار کیا اور حکومت سے مطالبہ کیا کہ عوام کے مسائل فوری طور پر حل کیے جائیں تاکہ ملک ترقی کی راہ پر گامزن ہو سکے۔ ہانگ کانگ ٹائمز کے قارئین کے لیے یہ اقتباس پیش کیا جا رہا ہے جس میں پاکستان اور دنیا بھر کے اہم واقعات کا ذکر کیا گیا ہے۔ اس سلسلے میں مختلف شخصیات نے اپنے خیالات کا اظہار کیا اور حکومت سے مطالبہ کیا کہ عوام کے مسائل فوری طور پر حل کیے جائیں تاکہ ملک ترقی کی راہ پر گامزن ہو سکے۔ ہانگ کانگ ٹائمز کے قارئین کے لیے یہ اقتباس پیش کیا جا رہا ہے جس میں پاکستان اور دنیا بھر کے اہم واقعات کا ذکر کیا گیا ہے۔ اس سلسلے میں مختلف شخصیات نے اپنے خیالات کا اظہار کیا اور حکومت سے مطالبہ کیا کہ عوام کے مسائل فوری طور پر حل کیے جائیں تاکہ ملک ترقی کی راہ پر گامزن ہو سکے۔ ہانگ کانگ ٹائمز کے قارئین کے لیے یہ اقتباس پیش کیا جا رہا ہے جس میں پاکستان اور دنیا بھر کے اہم واقعات کا ذکر کیا گیا ہے۔ اس سلسلے میں مختلف شخصیات نے اپنے خیالات کا اظہار کیا اور حکومت سے مطالبہ کیا کہ عوام کے مسائل فوری طور پر حل کیے جائیں تاکہ ملک ترقی کی راہ پر گامزن ہو سکے۔ ہانگ کانگ ٹائمز کے قارئین کے لیے یہ اقتباس پیش کیا جا رہا ہے جس میں پاکستان اور دنیا بھر کے اہم واقعات کا ذکر کیا گیا ہے۔ اس سلسلے میں مختلف شخصیات نے اپنے خیالات کا اظہار کیا اور حکومت سے مطالبہ کیا کہ عوام کے مسائل فوری طور پر حل کیے جائیں تاکہ ملک ترقی کی راہ پر گامزن ہو سکے۔ ہانگ کانگ ٹائمز کے قارئین کے لیے یہ اقتباس پیش کیا جا رہا ہے جس میں پاکستان اور دنیا بھر کے اہم واقعات کا ذکر کیا گیا ہے۔ اس سلسلے میں مختلف شخصیات نے اپنے خیالات کا اظہار کیا اور حکومت سے مطالبہ کیا کہ عوام کے مسائل فوری طور پر حل کیے جائیں تاکہ ملک ترقی کی راہ پر گامزن ہو سکے۔ ہانگ کانگ ٹائمز کے قارئین کے لیے یہ اقتباس پیش کیا جا رہا ہے جس میں پاکستان اور دنیا بھر کے اہم واقعات کا ذکر کیا گیا ہے۔ اس سلسلے میں مختلف شخصیات نے اپنے خیالات کا اظہار کیا اور حکومت سے مطالبہ کیا کہ عوام کے مسائل فوری طور پر حل کیے جائیں تاکہ ملک ترقی کی راہ پر گامزن ہو سکے۔ ہانگ کانگ ٹائمز کے قارئین کے لیے یہ اقتباس پیش کیا جا رہا ہے جس میں پاکستان اور دنیا بھر کے اہم واقعات کا ذکر کیا گیا ہے۔ اس سلسلے میں مختلف شخصیات نے اپنے خیالات کا اظہار کیا اور حکومت سے مطالبہ کیا کہ عوام کے مسائل فوری طور پر حل کیے جائیں تاکہ ملک ترقی کی راہ پر گامزن ہو سکے۔ ہانگ کانگ ٹائمز کے قارئین کے لیے یہ اقتباس پیش کیا جا رہا ہے جس میں پاکستان اور دنیا بھر کے اہم واقعات کا ذکر کیا گیا ہے۔ اس سلسلے میں مختلف شخصیات نے اپنے خیالات کا اظہار کیا اور حکومت سے مطالبہ کیا کہ عوام کے — [930, 42, 1104, 2052]
rate-price-cell — [232, 2103, 369, 2130]
section-tag: اقتباس — [1304, 962, 1336, 976]
rate-row — [24, 2103, 369, 2130]
section-header — [1112, 638, 1290, 660]
article-text: ہانگ کانگ ٹائمز کے قارئین کے لیے یہ اقتباس پیش کیا جا رہا ہے جس میں پاکستان اور دنیا بھر کے اہم واقعات کا — [18, 1133, 194, 1173]
article-section — [203, 815, 377, 880]
section-brand: ہانگ کانگ ٹائمز — [1168, 586, 1256, 602]
article-text: ہانگ کانگ ٹائمز کے قارئین کے لیے یہ اقتباس پیش کیا جا رہا ہے جس میں پاکستان اور دنیا بھر کے اہم واقعات کا ذکر کیا گیا ہے۔ اس سلسلے میں مختلف شخصیات نے اپنے خیالات کا اظہار کیا اور حکومت سے مطالبہ کیا کہ عوام کے مسائل فوری طور پر حل کیے جائیں تاکہ ملک ترقی کی راہ پر گامزن ہو سکے۔ ہانگ کانگ ٹائمز کے قارئین کے لیے یہ — [203, 475, 377, 595]
article-text: ہانگ کانگ ٹائمز کے قارئین کے لیے یہ اقتباس پیش کیا جا رہا ہے جس میں پاکستان اور دنیا بھر کے اہم واقعات کا ذکر کیا گیا ہے۔ اس سلسلے میں مختلف شخصیات نے اپنے خیالات کا اظہار کیا اور حکومت سے مطالبہ کیا کہ عوام کے مسائل فوری طور پر حل کیے جائیں تاکہ ملک ترقی کی راہ پر گامزن ہو سکے۔ — [1112, 42, 1290, 148]
section-header — [203, 100, 377, 122]
section-brand: ہانگ کانگ ٹائمز — [598, 74, 686, 90]
website-label: Website: — [25, 1847, 67, 1858]
section-brand: ہانگ کانگ ٹائمز — [1354, 1759, 1442, 1775]
section-tag: اقتباس — [1118, 1263, 1150, 1277]
section-header — [1112, 706, 1290, 728]
section-tag: اقتباس — [339, 319, 371, 333]
article-text: ہانگ کانگ ٹائمز کے قارئین کے لیے یہ اقتباس پیش کیا جا رہا ہے جس میں پاکستان اور دنیا بھر کے اہم واقعات کا ذکر کیا گیا ہے۔ اس سلسلے میں مختلف شخصیات نے اپنے خیالات کا اظہار کیا اور حکومت سے مطالبہ کیا کہ عوام کے — [1298, 1781, 1476, 1861]
article-section — [566, 42, 742, 69]
info-box — [18, 1763, 376, 2205]
rate-row — [24, 2184, 369, 2211]
section-number: 15 — [1264, 706, 1290, 728]
article-text: ہانگ کانگ ٹائمز کے قارئین کے لیے یہ اقتباس پیش کیا جا رہا ہے جس میں پاکستان اور دنیا بھر کے اہم واقعات کا ذکر کیا گیا ہے۔ اس سلسلے میں مختلف شخصیات نے اپنے خیالات کا اظہار کیا اور حکومت سے مطالبہ کیا کہ عوام کے مسائل فوری طور پر حل کیے جائیں تاکہ ملک ترقی کی راہ پر گامزن ہو سکے۔ ہانگ کانگ ٹائمز کے قارئین کے لیے یہ اقتباس پیش کیا جا رہا ہے جس میں پاکستان اور دنیا بھر کے اہم واقعات کا ذکر کیا گیا ہے۔ اس سلسلے میں مختلف شخصیات نے اپنے خیالات کا اظہار کیا اور حکومت سے مطالبہ کیا کہ عوام کے مسائل فوری طور پر حل کیے جائیں تاکہ ملک ترقی کی راہ پر گامزن ہو سکے۔ ہانگ کانگ ٹائمز کے قارئین کے لیے یہ اقتباس پیش کیا جا رہا ہے جس میں پاکستان اور دنیا بھر کے اہم واقعات کا ذکر کیا گیا ہے۔ اس سلسلے میں مختلف شخصیات نے اپنے خیالات کا اظہار کیا اور حکومت سے مطالبہ کیا کہ عوام کے مسائل فوری طور پر حل کیے جائیں تاکہ ملک ترقی کی راہ پر گامزن ہو سکے۔ ہانگ کانگ ٹائمز کے قارئین کے لیے یہ اقتباس پیش کیا جا رہا ہے جس میں پاکستان اور دنیا بھر کے اہم واقعات کا ذکر کیا گیا ہے۔ اس سلسلے میں مختلف شخصیات نے اپنے خیالات کا اظہار کیا اور حکومت سے مطالبہ کیا کہ عوام کے — [1112, 1284, 1290, 1686]
article-section — [1112, 529, 1290, 581]
rate-placement: Front — [24, 2049, 89, 2076]
article-section — [1298, 1228, 1476, 1387]
section-header — [1298, 959, 1476, 981]
rate-row — [24, 2022, 369, 2049]
article-text: ہانگ کانگ ٹائمز کے قارئین کے لیے یہ اقتباس پیش کیا جا رہا ہے جس میں پاکستان اور دنیا بھر کے اہم واقعات کا ذکر کیا گیا ہے۔ اس سلسلے میں مختلف شخصیات نے اپنے خیالات کا اظہار کیا اور حکومت سے مطالبہ کیا کہ عوام کے مسائل فوری طور پر حل کیے جائیں تاکہ ملک ترقی کی راہ پر گامزن ہو سکے۔ ہانگ کانگ ٹائمز کے قارئین کے لیے یہ اقتباس پیش کیا جا رہا ہے جس میں پاکستان اور دنیا بھر کے اہم واقعات کا ذکر کیا گیا ہے۔ اس سلسلے میں مختلف شخصیات نے اپنے خیالات کا اظہار کیا اور حکومت سے مطالبہ کیا کہ عوام کے — [203, 124, 377, 312]
section-tag: اقتباس — [520, 1057, 552, 1071]
article-text: ہانگ کانگ ٹائمز کے قارئین کے لیے یہ اقتباس پیش کیا جا رہا ہے جس میں پاکستان اور دنیا بھر کے اہم واقعات کا ذکر کیا گیا ہے۔ اس سلسلے میں مختلف شخصیات نے اپنے خیالات کا اظہار کیا اور حکومت سے مطالبہ کیا کہ عوام کے مسائل فوری طور پر حل کیے جائیں تاکہ ملک ترقی کی راہ پر گامزن ہو سکے۔ ہانگ کانگ ٹائمز کے قارئین کے لیے یہ اقتباس پیش کیا جا رہا ہے جس میں پاکستان اور دنیا بھر کے اہم واقعات کا ذکر کیا گیا ہے۔ اس سلسلے میں مختلف شخصیات نے اپنے خیالات کا اظہار کیا اور حکومت سے مطالبہ کیا کہ عوام کے مسائل فوری طور پر حل کیے جائیں تاکہ ملک ترقی کی راہ پر گامزن ہو سکے۔ ہانگ کانگ ٹائمز کے قارئین کے لیے یہ اقتباس پیش کیا جا رہا ہے جس میں پاکستان اور دنیا بھر کے اہم واقعات کا ذکر کیا گیا ہے۔ اس سلسلے میں مختلف شخصیات نے اپنے خیالات کا اظہار کیا اور حکومت سے مطالبہ کیا کہ عوام کے مسائل فوری طور پر حل کیے جائیں تاکہ ملک ترقی کی راہ پر گامزن ہو سکے۔ ہانگ کانگ ٹائمز کے قارئین کے لیے یہ اقتباس پیش کیا جا رہا ہے جس میں پاکستان اور دنیا بھر کے اہم واقعات کا ذکر کیا گیا ہے۔ اس سلسلے میں مختلف شخصیات نے اپنے خیالات کا اظہار کیا اور حکومت سے مطالبہ کیا کہ عوام کے مسائل فوری طور پر حل کیے جائیں تاکہ ملک ترقی کی راہ پر گامزن ہو سکے۔ ہانگ کانگ ٹائمز کے قارئین کے لیے یہ اقتباس پیش کیا جا رہا ہے جس میں پاکستان اور دنیا بھر کے اہم واقعات کا ذکر کیا گیا ہے۔ اس سلسلے میں مختلف شخصیات نے اپنے خیالات کا اظہار کیا اور حکومت سے مطالبہ کیا کہ عوام کے مسائل فوری طور پر حل کیے جائیں تاکہ ملک ترقی کی راہ پر گامزن ہو سکے۔ ہانگ کانگ ٹائمز کے قارئین کے لیے یہ اقتباس پیش کیا جا رہا ہے جس میں پاکستان اور دنیا بھر کے اہم واقعات کا ذکر کیا گیا ہے۔ اس سلسلے میں مختلف شخصیات نے اپنے خیالات کا اظہار کیا اور حکومت سے مطالبہ کیا کہ عوام کے مسائل فوری طور پر حل کیے جائیں تاکہ ملک ترقی کی راہ پر گامزن ہو سکے۔ ہانگ کانگ ٹائمز کے قارئین کے لیے یہ اقتباس پیش کیا جا رہا ہے جس میں پاکستان اور دنیا بھر کے اہم واقعات کا ذکر کیا گیا ہے۔ اس سلسلے میں مختلف شخصیات نے اپنے خیالات کا اظہار کیا اور حکومت سے مطالبہ کیا کہ عوام کے مسائل فوری طور پر حل کیے جائیں تاکہ ملک ترقی کی راہ پر گامزن ہو سکے۔ ہانگ کانگ ٹائمز کے قارئین کے لیے یہ اقتباس پیش کیا جا رہا ہے جس میں پاکستان اور دنیا بھر کے اہم واقعات کا ذکر کیا گیا ہے۔ اس سلسلے میں مختلف شخصیات نے اپنے خیالات کا اظہار کیا اور حکومت سے مطالبہ کیا کہ عوام کے مسائل فوری طور پر حل کیے جائیں تاکہ ملک ترقی کی راہ پر گامزن ہو سکے۔ ہانگ کانگ ٹائمز کے قارئین کے لیے یہ اقتباس پیش کیا جا رہا ہے جس میں پاکستان اور دنیا بھر کے اہم واقعات کا ذکر کیا گیا ہے۔ اس سلسلے میں مختلف شخصیات نے اپنے خیالات کا اظہار کیا اور حکومت سے مطالبہ کیا کہ عوام کے مسائل فوری طور پر حل کیے جائیں تاکہ ملک ترقی کی راہ پر گامزن ہو سکے۔ ہانگ کانگ ٹائمز کے قارئین کے لیے یہ اقتباس پیش کیا جا رہا ہے جس میں پاکستان اور دنیا بھر کے اہم واقعات کا ذکر کیا گیا ہے۔ اس سلسلے میں مختلف شخصیات نے اپنے خیالات کا اظہار کیا اور حکومت سے مطالبہ کیا کہ عوام کے مسائل فوری طور پر حل کیے جائیں تاکہ ملک ترقی کی راہ پر گامزن ہو سکے۔ ہانگ کانگ ٹائمز کے قارئین کے لیے یہ اقتباس پیش کیا جا رہا ہے جس میں پاکستان اور دنیا بھر کے اہم واقعات کا ذکر کیا گیا ہے۔ اس سلسلے میں مختلف شخصیات نے اپنے خیالات کا اظہار کیا اور حکومت سے مطالبہ کیا کہ عوام کے مسائل فوری طور پر حل کیے جائیں تاکہ ملک ترقی کی راہ پر گامزن ہو سکے۔ ہانگ کانگ ٹائمز کے قارئین کے لیے یہ اقتباس پیش کیا جا رہا ہے جس میں پاکستان اور دنیا بھر کے اہم واقعات کا ذکر کیا گیا ہے۔ اس سلسلے میں مختلف شخصیات نے اپنے خیالات کا اظہار کیا اور حکومت سے مطالبہ کیا کہ عوام کے مسائل فوری طور پر حل کیے جائیں تاکہ ملک ترقی کی راہ پر گامزن ہو سکے۔ ہانگ کانگ ٹائمز کے قارئین کے لیے یہ اقتباس پیش کیا جا رہا ہے جس میں پاکستان اور دنیا بھر کے اہم واقعات کا ذکر کیا گیا ہے۔ اس سلسلے میں مختلف شخصیات نے اپنے خیالات کا اظہار کیا اور حکومت سے مطالبہ کیا کہ عوام کے مسائل فوری طور پر حل کیے جائیں تاکہ ملک ترقی کی راہ پر گامزن ہو سکے۔ ہانگ کانگ ٹائمز کے قارئین کے لیے یہ اقتباس پیش کیا جا رہا ہے جس میں پاکستان اور دنیا بھر کے اہم واقعات کا ذکر کیا گیا ہے۔ اس سلسلے میں مختلف شخصیات نے اپنے خیالات کا اظہار کیا اور حکومت سے مطالبہ کیا کہ عوام کے مسائل فوری طور پر حل کیے جائیں تاکہ ملک ترقی کی راہ پر گامزن ہو سکے۔ ہانگ کانگ ٹائمز کے قارئین کے لیے یہ اقتباس پیش کیا جا رہا ہے جس میں پاکستان اور دنیا بھر کے اہم واقعات کا ذکر کیا گیا ہے۔ اس سلسلے میں مختلف شخصیات نے اپنے خیالات کا اظہار کیا اور حکومت سے مطالبہ کیا کہ عوام کے مسائل فوری طور پر حل کیے جائیں تاکہ ملک ترقی کی راہ پر گامزن ہو سکے۔ ہانگ کانگ ٹائمز کے قارئین کے لیے یہ اقتباس پیش کیا جا رہا ہے جس میں پاکستان اور دنیا بھر کے اہم واقعات کا ذکر کیا گیا ہے۔ اس سلسلے میں مختلف شخصیات نے اپنے خیالات کا اظہار کیا اور حکومت سے مطالبہ کیا کہ عوام کے مسائل فوری طور پر حل کیے جائیں تاکہ ملک ترقی کی راہ پر گامزن ہو سکے۔ ہانگ کانگ ٹائمز کے قارئین کے لیے یہ اقتباس پیش کیا جا رہا ہے جس میں پاکستان اور دنیا بھر کے اہم واقعات کا ذکر کیا گیا ہے۔ اس سلسلے میں مختلف شخصیات نے اپنے خیالات کا اظہار کیا اور حکومت سے مطالبہ کیا کہ عوام کے مسائل فوری طور پر حل کیے جائیں تاکہ ملک ترقی کی راہ پر گامزن ہو سکے۔ ہانگ کانگ ٹائمز کے قارئین کے لیے یہ اقتباس پیش کیا جا رہا ہے جس میں پاکستان اور دنیا بھر کے اہم واقعات کا ذکر کیا گیا ہے۔ اس سلسلے میں مختلف شخصیات نے اپنے خیالات کا اظہار کیا اور حکومت سے مطالبہ کیا کہ عوام کے مسائل فوری طور پر حل کیے جائیں تاکہ ملک ترقی کی راہ پر گامزن ہو سکے۔ ہانگ کانگ ٹائمز کے قارئین کے لیے یہ اقتباس پیش کیا جا رہا ہے جس میں پاکستان اور دنیا بھر کے اہم واقعات کا ذکر کیا گیا ہے۔ اس سلسلے میں مختلف شخصیات نے اپنے خیالات کا اظہار کیا اور حکومت سے مطالبہ کیا کہ عوام کے — [750, 42, 922, 2052]
article-text: ہانگ کانگ ٹائمز کے قارئین کے لیے یہ اقتباس پیش کیا جا رہا ہے جس میں پاکستان اور دنیا بھر کے اہم واقعات کا ذکر کیا گیا ہے۔ اس سلسلے میں مختلف شخصیات نے اپنے خیالات کا اظہار کیا اور حکومت سے مطالبہ کیا کہ عوام کے مسائل فوری طور پر حل کیے جائیں تاکہ ملک ترقی کی راہ پر گامزن ہو سکے۔ ہانگ کانگ ٹائمز کے قارئین کے لیے یہ اقتباس پیش کیا جا رہا ہے جس میں پاکستان اور دنیا بھر کے اہم واقعات کا ذکر کیا گیا ہے۔ اس سلسلے میں مختلف شخصیات نے اپنے خیالات کا اظہار کیا اور حکومت سے مطالبہ کیا کہ عوام کے مسائل فوری طور پر حل کیے جائیں تاکہ ملک ترقی کی راہ پر گامزن ہو سکے۔ ہانگ کانگ ٹائمز کے قارئین کے لیے یہ اقتباس پیش کیا جا رہا ہے جس میں — [1112, 1015, 1290, 1256]
article-text: ہانگ کانگ ٹائمز کے قارئین کے لیے یہ اقتباس پیش کیا جا رہا ہے جس میں پاکستان اور دنیا بھر کے اہم واقعات کا — [1112, 663, 1290, 702]
column-divider — [1108, 42, 1109, 2152]
section-header — [18, 1108, 194, 1130]
article-text: ہانگ کانگ ٹائمز کے قارئین کے لیے یہ اقتباس پیش کیا جا رہا ہے جس میں پاکستان اور دنیا بھر کے اہم واقعات کا ذکر کیا گیا ہے۔ اس سلسلے میں مختلف شخصیات نے اپنے خیالات کا اظہار کیا اور حکومت سے مطالبہ کیا کہ عوام کے مسائل فوری طور پر حل کیے جائیں تاکہ ملک ترقی کی راہ پر گامزن ہو سکے۔ ہانگ کانگ ٹائمز کے قارئین کے لیے یہ اقتباس پیش کیا جا رہا ہے جس میں — [1298, 1252, 1476, 1386]
notice-title: ضروری اطلاع برائے ادارہ ”ہانگ کانگ ٹائمز“ — [23, 1867, 371, 1893]
section-tag: اقتباس — [156, 318, 188, 332]
section-number: 2 — [1457, 850, 1476, 872]
article-section — [1298, 959, 1476, 1225]
editor-label: Editor: — [25, 1769, 58, 1780]
rate-amount: 8,000 — [271, 2162, 307, 2178]
section-tag: اقتباس — [704, 1443, 736, 1457]
article-text: ہانگ کانگ ٹائمز کے قارئین کے لیے یہ اقتباس پیش کیا جا رہا ہے جس میں پاکستان اور دنیا بھر کے اہم واقعات کا ذکر کیا گیا ہے۔ اس سلسلے میں مختلف شخصیات نے اپنے خیالات کا اظہار کیا اور حکومت سے مطالبہ کیا کہ عوام کے مسائل فوری طور پر حل کیے جائیں تاکہ ملک ترقی کی راہ پر گامزن ہو سکے۔ — [203, 340, 377, 447]
section-number: 34 — [18, 45, 44, 67]
article-text: ہانگ کانگ ٹائمز کے قارئین کے لیے یہ اقتباس پیش کیا جا رہا ہے جس میں پاکستان اور دنیا بھر کے اہم واقعات کا ذکر کیا گیا ہے۔ اس سلسلے میں مختلف شخصیات نے اپنے خیالات کا اظہار کیا اور حکومت سے مطالبہ کیا کہ عوام کے — [385, 579, 558, 659]
section-brand: ہانگ کانگ ٹائمز — [50, 720, 138, 736]
rate-currency: HK $ — [236, 2055, 266, 2070]
section-brand: ہانگ کانگ ٹائمز — [414, 894, 502, 910]
rate-currency: HK $ — [236, 2190, 266, 2205]
article-text: ہانگ کانگ ٹائمز کے قارئین کے لیے یہ — [1298, 1889, 1476, 1902]
section-number: 32 — [203, 815, 229, 837]
column-4 — [750, 42, 922, 2152]
section-brand: ہانگ کانگ ٹائمز — [233, 885, 321, 901]
section-header — [18, 314, 194, 336]
article-section — [1112, 990, 1290, 1256]
article-text: ہانگ کانگ ٹائمز کے قارئین کے لیے یہ اقتباس پیش کیا جا رہا ہے جس میں پاکستان اور دنیا بھر کے اہم واقعات کا ذکر کیا گیا ہے۔ اس سلسلے میں مختلف شخصیات نے اپنے خیالات کا اظہار کیا اور حکومت سے مطالبہ کیا کہ عوام کے مسائل فوری طور پر حل کیے جائیں تاکہ ملک ترقی کی راہ پر گامزن ہو سکے۔ ہانگ کانگ ٹائمز کے قارئین کے لیے یہ اقتباس پیش کیا جا رہا ہے جس میں پاکستان اور دنیا بھر کے اہم واقعات کا ذکر کیا گیا ہے۔ اس سلسلے میں مختلف شخصیات نے اپنے خیالات کا اظہار کیا اور حکومت سے مطالبہ کیا کہ عوام کے مسائل فوری طور پر حل کیے جائیں تاکہ ملک ترقی کی راہ پر گامزن ہو سکے۔ ہانگ کانگ ٹائمز کے قارئین کے لیے یہ اقتباس پیش کیا جا رہا ہے جس میں پاکستان اور دنیا بھر کے اہم واقعات کا ذکر کیا گیا ہے۔ اس سلسلے میں مختلف شخصیات نے اپنے خیالات کا اظہار کیا اور حکومت سے مطالبہ کیا کہ عوام کے — [385, 1078, 558, 1373]
section-brand: ہانگ کانگ ٹائمز — [1354, 1867, 1442, 1883]
rate-placement: Back — [24, 2076, 89, 2103]
section-header — [203, 315, 377, 337]
section-number: 19 — [566, 72, 592, 94]
article-text: ہانگ کانگ ٹائمز کے قارئین کے لیے یہ اقتباس پیش کیا جا رہا ہے جس میں پاکستان اور دنیا بھر کے اہم واقعات کا ذکر کیا گیا ہے۔ اس سلسلے میں مختلف شخصیات نے اپنے خیالات کا اظہار کیا اور حکومت سے مطالبہ کیا کہ عوام کے مسائل فوری طور پر حل کیے جائیں تاکہ ملک ترقی کی راہ پر گامزن ہو سکے۔ ہانگ کانگ ٹائمز کے قارئین کے لیے یہ اقتباس پیش کیا جا رہا ہے جس میں پاکستان اور دنیا بھر کے اہم واقعات کا — [18, 957, 194, 1105]
rate-currency: HK $ — [236, 2028, 266, 2043]
section-number: 17 — [1264, 990, 1290, 1012]
column-divider — [746, 42, 747, 2152]
section-header — [566, 1440, 742, 1462]
section-number: 31 — [203, 599, 229, 621]
section-tag: اقتباس — [1304, 49, 1336, 62]
section-brand: ہانگ کانگ ٹائمز — [414, 557, 502, 573]
article-section — [18, 45, 194, 311]
section-header — [203, 58, 377, 80]
rate-row — [24, 2049, 369, 2076]
article-text: ہانگ کانگ ٹائمز کے قارئین کے لیے یہ اقتباس پیش کیا جا رہا ہے جس میں پاکستان اور دنیا بھر کے اہم واقعات کا ذکر کیا گیا ہے۔ اس سلسلے میں مختلف شخصیات نے اپنے خیالات کا اظہار کیا اور حکومت سے مطالبہ کیا کہ عوام کے مسائل فوری طور پر حل کیے جائیں تاکہ ملک ترقی کی راہ پر گامزن ہو سکے۔ ہانگ کانگ ٹائمز کے قارئین کے لیے یہ اقتباس پیش کیا جا رہا ہے جس میں پاکستان اور دنیا بھر کے اہم واقعات کا ذکر کیا گیا ہے۔ اس سلسلے میں مختلف شخصیات نے اپنے خیالات کا اظہار کیا اور حکومت سے مطالبہ کیا کہ عوام کے مسائل فوری طور پر حل کیے جائیں تاکہ ملک ترقی کی راہ پر گامزن ہو سکے۔ ہانگ کانگ ٹائمز کے قارئین کے لیے یہ اقتباس پیش کیا جا رہا ہے جس میں پاکستان اور دنیا بھر کے اہم واقعات کا ذکر کیا گیا ہے۔ اس سلسلے میں مختلف شخصیات نے اپنے خیالات کا اظہار کیا اور حکومت سے مطالبہ کیا کہ عوام کے مسائل فوری طور پر حل کیے جائیں تاکہ ملک ترقی کی راہ پر گامزن ہو سکے۔ ہانگ کانگ ٹائمز کے قارئین کے لیے یہ اقتباس پیش کیا جا رہا ہے جس میں پاکستان اور دنیا بھر کے اہم واقعات کا ذکر کیا گیا ہے۔ اس سلسلے میں مختلف شخصیات نے اپنے خیالات کا اظہار کیا اور حکومت سے مطالبہ کیا کہ عوام کے مسائل فوری طور پر حل کیے جائیں تاکہ ملک ترقی کی راہ پر گامزن ہو سکے۔ ہانگ کانگ ٹائمز کے قارئین کے لیے یہ اقتباس پیش کیا جا رہا ہے جس میں پاکستان اور دنیا بھر کے اہم واقعات کا ذکر کیا گیا ہے۔ اس سلسلے میں مختلف شخصیات نے اپنے خیالات کا اظہار کیا اور حکومت سے مطالبہ کیا کہ عوام کے مسائل فوری طور پر حل کیے جائیں تاکہ ملک ترقی کی راہ پر گامزن ہو سکے۔ — [566, 1464, 742, 2000]
article-text: ہانگ کانگ ٹائمز کے قارئین کے لیے یہ — [203, 83, 377, 96]
rate-amount: 6,500 — [271, 2108, 307, 2124]
section-brand: ہانگ کانگ ٹائمز — [1168, 1262, 1256, 1278]
section-brand: ہانگ کانگ ٹائمز — [1168, 641, 1256, 657]
